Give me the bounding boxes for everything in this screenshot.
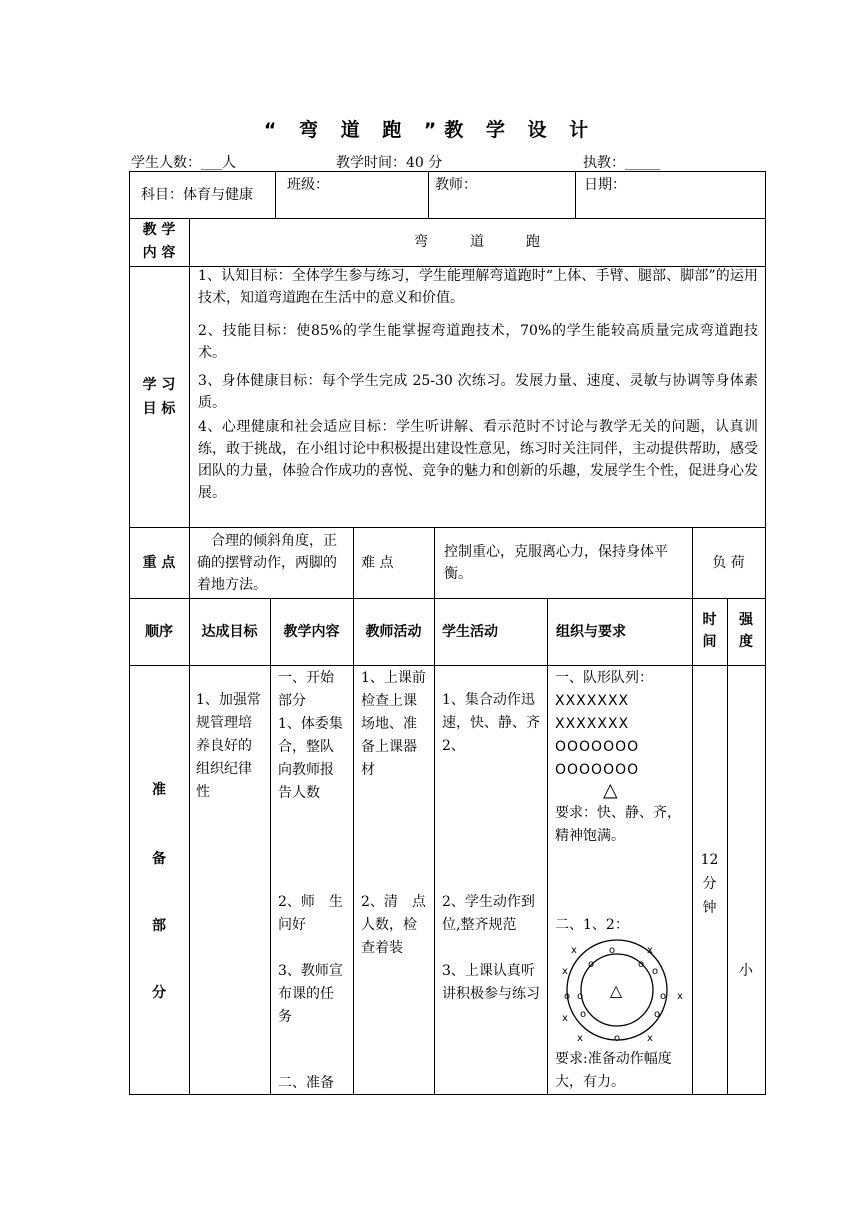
subject-cell: 科目：体育与健康: [141, 187, 253, 203]
section-char: 部: [152, 918, 166, 934]
prep-goal: 1、加强常规管理培养良好的组织纪律性: [196, 692, 261, 800]
center-triangle-icon: △: [609, 981, 623, 1000]
section-char: 准: [152, 782, 166, 798]
circle-o: o: [563, 991, 571, 1002]
header-goal: 达成目标: [201, 624, 258, 640]
difficulty-text: 控制重心，克服离心力，保持身体平衡。: [444, 544, 668, 582]
org-requirement-2: 要求:准备动作幅度大，有力。: [555, 1051, 672, 1090]
circle-x: x: [647, 1033, 653, 1044]
org-formation-label: 一、队形队列：: [555, 670, 653, 686]
student-activity-c: 3、上课认真听讲积极参与练习: [442, 963, 540, 1002]
circle-x: x: [571, 945, 577, 956]
header-org: 组织与要求: [556, 624, 626, 640]
teacher-triangle-icon: △: [603, 779, 618, 801]
header-time: 时间: [702, 612, 717, 650]
goals-label-2: 目 标: [142, 401, 176, 417]
circle-x: x: [647, 945, 653, 956]
goal-item: 3、身体健康目标：每个学生完成 25-30 次练习。发展力量、速度、灵敏与协调等身体素质。: [198, 373, 758, 411]
prep-time: 12 分 钟: [700, 852, 719, 916]
content-label-1: 教 学: [142, 222, 176, 238]
key-text: 合理的倾斜角度，正确的摆臂动作，两脚的着地方法。: [197, 533, 337, 593]
circle-x: x: [562, 966, 568, 977]
section-char: 备: [152, 851, 166, 867]
student-count: 学生人数：___人: [131, 155, 236, 171]
section-char: 分: [152, 985, 166, 1001]
goals-label-1: 学 习: [142, 377, 176, 393]
formation-row: XXXXXXX: [555, 716, 630, 732]
circle-o: o: [637, 959, 645, 970]
key-label: 重 点: [142, 555, 176, 571]
content-label-2: 内 容: [142, 245, 176, 261]
prep-content-a: 一、开始部分 1、体委集合，整队向教师报告人数: [278, 670, 343, 801]
teacher-activity-b: 2、清 点人数，检查着装: [361, 894, 426, 956]
teacher-activity-a: 1、上课前检查上课场地、准备上课器材: [361, 670, 426, 778]
circle-x: x: [577, 1033, 583, 1044]
student-activity-b: 2、学生动作到位,整齐规范: [442, 894, 535, 933]
circle-o: o: [587, 959, 595, 970]
header-teacher: 教师活动: [365, 624, 422, 640]
difficulty-label: 难 点: [361, 555, 394, 571]
circle-o: o: [653, 1009, 661, 1020]
circle-x: x: [562, 1013, 568, 1024]
formation-row: XXXXXXX: [555, 693, 630, 709]
circle-o: o: [608, 945, 616, 956]
org-circle-label: 二、1、2：: [555, 917, 629, 933]
teacher-cell: 教师：: [435, 177, 477, 193]
prep-content-d: 二、准备: [278, 1075, 334, 1091]
teacher-exec: 执教：_____: [583, 155, 660, 171]
circle-o: o: [579, 1009, 587, 1020]
teaching-time: 教学时间：40 分: [336, 155, 443, 171]
header-student: 学生活动: [442, 624, 498, 640]
prep-content-b: 2、师 生问好: [278, 894, 343, 933]
goal-item: 4、心理健康和社会适应目标：学生听讲解、看示范时不讨论与教学无关的问题，认真训练，敢于挑战，在小组讨论中积极提出建设性意见，练习时关注同伴，主动提供帮助，感受团队的力量，体验合作成功的喜悦、竞争的魅力和创新的乐趣，发展学生个性，促进身心发展。: [198, 419, 758, 501]
circle-o: o: [659, 991, 667, 1002]
prep-intensity: 小: [739, 963, 753, 979]
circle-o: o: [576, 991, 584, 1002]
org-requirement-1: 要求：快、静、齐，精神饱满。: [555, 805, 681, 844]
formation-row: OOOOOOO: [555, 762, 640, 778]
circle-x: x: [677, 991, 683, 1002]
prep-content-c: 3、教师宣布课的任务: [278, 963, 343, 1025]
circle-formation-diagram: [555, 937, 690, 1047]
goal-item: 2、技能目标：使85%的学生能掌握弯道跑技术，70%的学生能较高质量完成弯道跑技术。: [198, 323, 758, 361]
content-value: 弯 道 跑: [414, 234, 540, 250]
header-content: 教学内容: [283, 624, 340, 640]
class-cell: 班级：: [287, 177, 329, 193]
date-cell: 日期：: [584, 177, 626, 193]
page-title: “ 弯 道 跑 ”教 学 设 计: [263, 119, 597, 141]
header-intensity: 强度: [739, 612, 753, 650]
circle-o: o: [651, 966, 659, 977]
goal-item: 1、认知目标：全体学生参与练习，学生能理解弯道跑时“上体、手臂、腿部、脚部”的运用技术，知道弯道跑在生活中的意义和价值。: [198, 268, 758, 306]
circle-o: o: [613, 1033, 621, 1044]
header-order: 顺序: [145, 624, 173, 640]
formation-row: OOOOOOO: [555, 739, 640, 755]
load-label: 负 荷: [712, 555, 745, 571]
student-activity-a: 1、集合动作迅速，快、静、齐 2、: [442, 692, 540, 754]
